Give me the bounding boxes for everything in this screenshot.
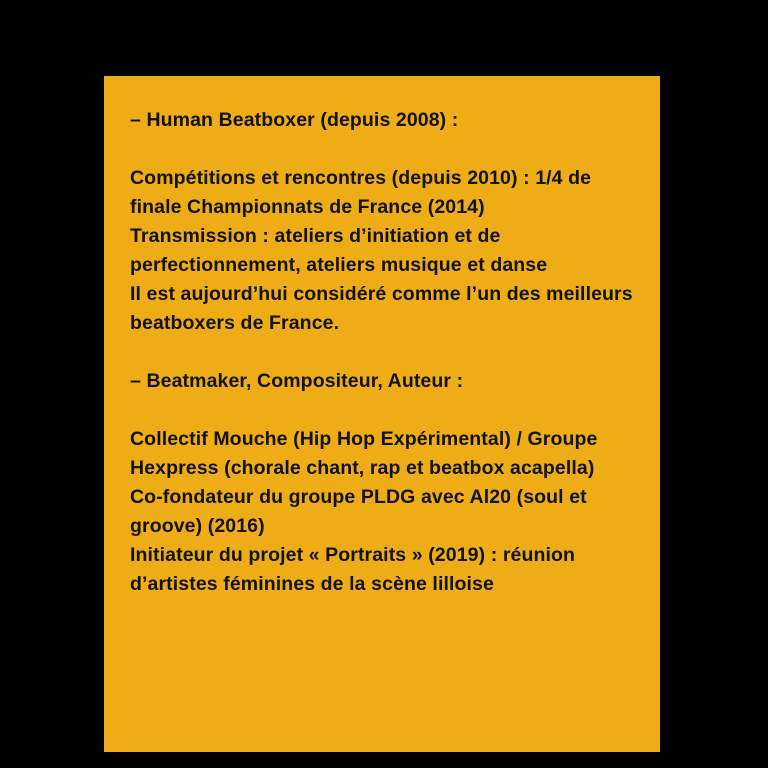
section-spacer <box>130 338 634 367</box>
text-line: – Human Beatboxer (depuis 2008) : <box>130 109 459 131</box>
section-beatmaker-compositeur-auteur <box>130 367 634 396</box>
text-card <box>104 76 660 752</box>
section-human-beatboxer <box>130 106 634 135</box>
section-spacer <box>130 396 634 425</box>
section-competitions-transmission <box>130 164 634 338</box>
text-line: Compétitions et rencontres (depuis 2010) : 1/4 de finale Championnats de France (2014) <box>130 167 592 218</box>
section-projets <box>130 425 634 599</box>
text-line: Co-fondateur du groupe PLDG avec Al20 (soul et groove) (2016) <box>130 486 587 537</box>
text-line: – Beatmaker, Compositeur, Auteur : <box>130 370 464 392</box>
text-line: Transmission : ateliers d’initiation et de perfectionnement, ateliers musique et danse <box>130 225 548 276</box>
section-spacer <box>130 135 634 164</box>
text-line: Initiateur du projet « Portraits » (2019) : réunion d’artistes féminines de la scène lilloise <box>130 544 576 595</box>
text-line: Il est aujourd’hui considéré comme l’un des meilleurs beatboxers de France. <box>130 283 633 334</box>
text-line: Collectif Mouche (Hip Hop Expérimental) / Groupe Hexpress (chorale chant, rap et beatbox acapella) <box>130 428 598 479</box>
